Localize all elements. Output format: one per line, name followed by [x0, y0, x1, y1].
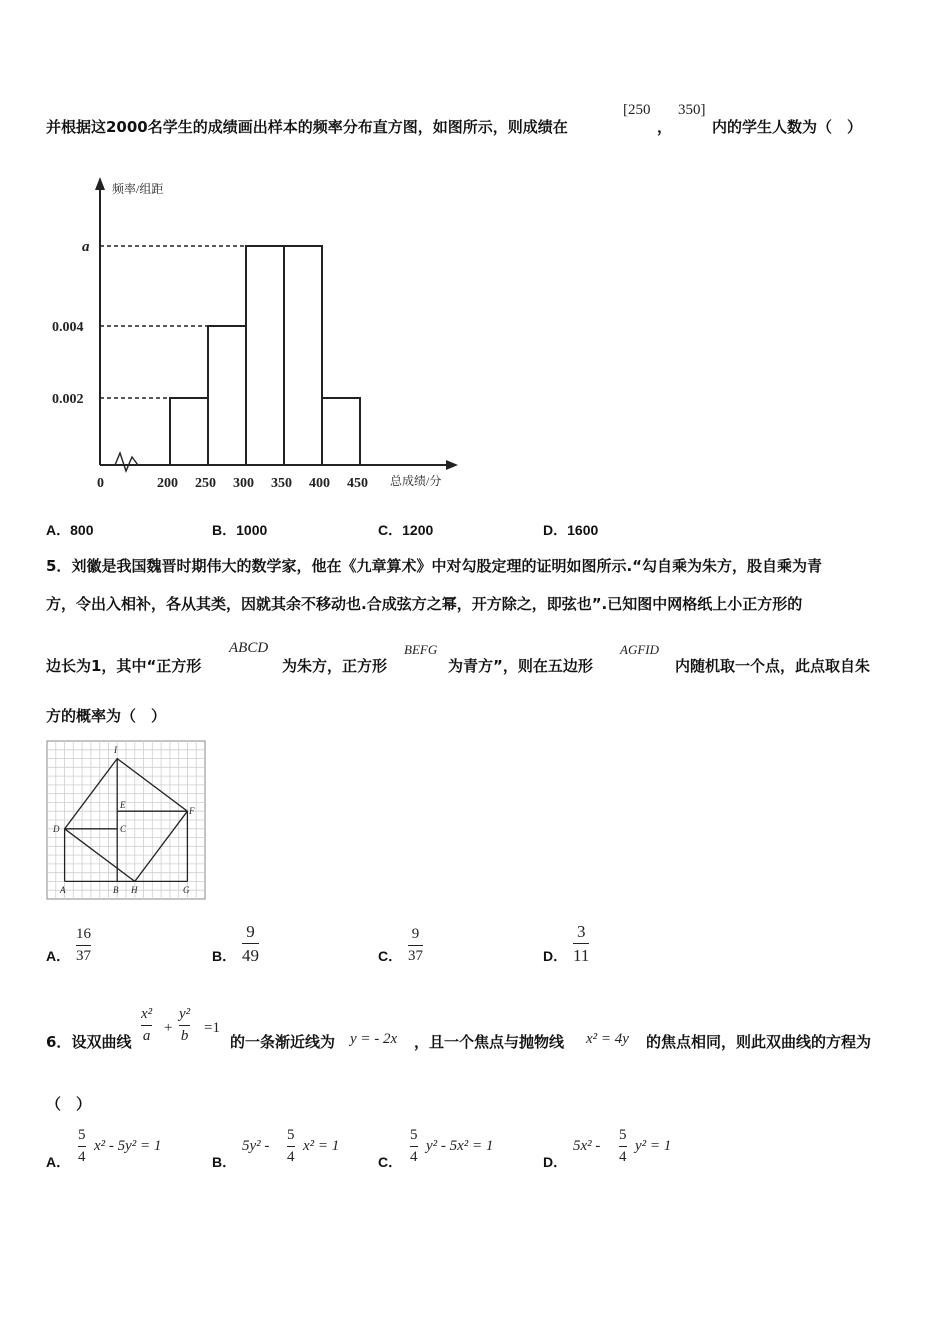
q5-option-c-fraction[interactable]: 9 37	[408, 926, 423, 964]
q6-option-a-coef[interactable]: 5 4	[78, 1127, 86, 1165]
q4-interval-close: 350]	[678, 102, 706, 118]
label-b: B	[113, 885, 119, 895]
q6-option-a-expr[interactable]: x² - 5y² = 1	[94, 1138, 162, 1154]
q6-option-c-coef[interactable]: 5 4	[410, 1127, 418, 1165]
q5-line1: 5．刘徽是我国魏晋时期伟大的数学家，他在《九章算术》中对勾股定理的证明如图所示.“勾自乘为朱方，股自乘为青	[46, 557, 822, 575]
x-tick-label: 400	[309, 476, 330, 491]
q6-option-b-label[interactable]: B．	[212, 1154, 237, 1170]
x-tick-label: 300	[233, 476, 254, 491]
q4-option-d[interactable]: D．1600	[543, 522, 599, 538]
q5-option-d-label[interactable]: D．	[543, 948, 568, 964]
q5-option-d-fraction[interactable]: 3 11	[573, 922, 590, 965]
label-e: E	[120, 800, 126, 810]
q6-asymptote: y = - 2x	[350, 1031, 398, 1047]
label-h: H	[131, 885, 138, 895]
x-axis-arrow	[446, 460, 458, 470]
q5-line2: 方，令出入相补，各从其类，因就其余不移动也.合成弦方之幂，开方除之，即弦也”.已知图中网格纸上小正方形的	[46, 595, 803, 613]
q6-option-d-coef[interactable]: 5 4	[619, 1127, 627, 1165]
x-tick-label: 450	[347, 476, 368, 491]
label-f: F	[189, 806, 195, 816]
q5-option-c-label[interactable]: C．	[378, 948, 403, 964]
histogram-bar	[322, 398, 360, 465]
q4-option-b[interactable]: B．1000	[212, 522, 268, 538]
histogram-bar	[208, 326, 246, 465]
y-axis-label: 频率/组距	[112, 182, 164, 196]
q6-option-d-label[interactable]: D．	[543, 1154, 568, 1170]
y-tick-label: 0.004	[52, 320, 84, 335]
q5-pentagon-agfid: AGFID	[620, 642, 659, 657]
q6-plus: +	[164, 1020, 173, 1036]
q5-square-befg: BEFG	[404, 642, 438, 657]
q5-square-abcd: ABCD	[229, 640, 269, 656]
axis-break-mark	[106, 453, 144, 471]
q4-option-a[interactable]: A．800	[46, 522, 94, 538]
q6-text-d: 的焦点相同，则此双曲线的方程为	[646, 1033, 872, 1051]
q5-line4: 方的概率为（ ）	[46, 707, 167, 725]
q5-option-a-label[interactable]: A．	[46, 948, 71, 964]
label-c: C	[120, 824, 127, 834]
q5-line3-a: 边长为1，其中“正方形	[46, 657, 202, 675]
frequency-histogram	[40, 165, 470, 505]
q6-option-c-label[interactable]: C．	[378, 1154, 403, 1170]
y-tick-label: a	[82, 239, 90, 255]
q6-option-b-pre[interactable]: 5y² -	[242, 1138, 270, 1154]
x-tick-label: 0	[97, 476, 104, 491]
q6-fraction-x: x² a	[141, 1006, 153, 1044]
q5-option-b-fraction[interactable]: 9 49	[242, 922, 259, 965]
histogram-bar	[284, 246, 322, 465]
x-tick-label: 200	[157, 476, 178, 491]
q6-text-b: 的一条渐近线为	[230, 1033, 336, 1051]
q5-line3-b: 为朱方，正方形	[282, 657, 388, 675]
q6-option-d-expr[interactable]: y² = 1	[635, 1138, 672, 1154]
histogram-bar	[246, 246, 284, 465]
x-tick-label: 250	[195, 476, 216, 491]
histogram-bar	[170, 398, 208, 465]
q6-paren: （ ）	[46, 1095, 92, 1113]
q6-option-d-pre[interactable]: 5x² -	[573, 1138, 601, 1154]
q6-fraction-y: y² b	[179, 1006, 191, 1044]
y-axis-arrow	[95, 177, 105, 190]
liu-hui-figure	[46, 740, 208, 902]
x-axis-label: 总成绩/分	[390, 474, 442, 488]
q6-text-a: 6．设双曲线	[46, 1033, 132, 1051]
label-g: G	[183, 885, 190, 895]
q4-stem-before: 并根据这2000名学生的成绩画出样本的频率分布直方图，如图所示，则成绩在	[46, 118, 568, 136]
q5-line3-d: 内随机取一个点，此点取自朱	[675, 657, 871, 675]
label-d: D	[53, 824, 60, 834]
q6-option-b-expr[interactable]: x² = 1	[303, 1138, 340, 1154]
q6-equals-one: =1	[204, 1020, 220, 1036]
q4-interval-open: [250	[623, 102, 651, 118]
q5-line3-c: 为青方”，则在五边形	[448, 657, 593, 675]
q4-stem-after: 内的学生人数为（ ）	[712, 118, 863, 136]
q4-interval-comma: ，	[657, 118, 673, 136]
label-i: I	[114, 745, 117, 755]
q4-option-c[interactable]: C．1200	[378, 522, 434, 538]
q6-parabola: x² = 4y	[586, 1031, 629, 1047]
label-a: A	[60, 885, 66, 895]
q6-text-c: ，且一个焦点与抛物线	[414, 1033, 565, 1051]
q5-option-b-label[interactable]: B．	[212, 948, 237, 964]
y-tick-label: 0.002	[52, 392, 84, 407]
q6-option-c-expr[interactable]: y² - 5x² = 1	[426, 1138, 494, 1154]
q5-option-a-fraction[interactable]: 16 37	[76, 926, 91, 964]
q6-option-a-label[interactable]: A．	[46, 1154, 71, 1170]
q6-option-b-coef[interactable]: 5 4	[287, 1127, 295, 1165]
x-tick-label: 350	[271, 476, 292, 491]
